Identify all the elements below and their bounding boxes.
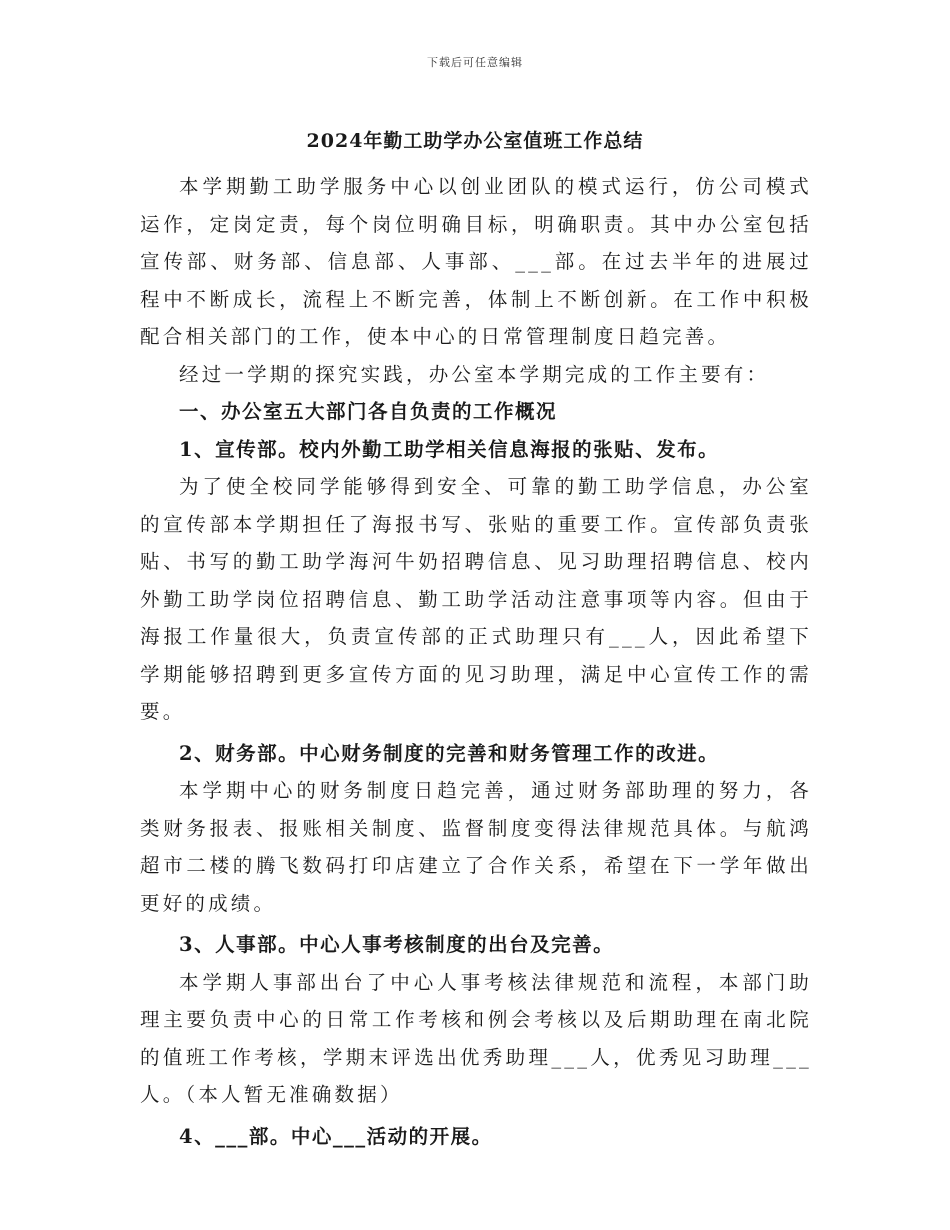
header-note: 下载后可任意编辑 [427,56,523,69]
document-body [140,168,812,1155]
subsection-heading-publicity: 1、宣传部。校内外勤工助学相关信息海报的张贴、发布。 [179,437,720,461]
subsection-heading-finance: 2、财务部。中心财务制度的完善和财务管理工作的改进。 [179,741,720,765]
paragraph-intro: 本学期勤工助学服务中心以创业团队的模式运行，仿公司模式运作，定岗定责，每个岗位明确目标，明确职责。其中办公室包括宣传部、财务部、信息部、人事部、___部。在过去半年的进展过程中不断成长，流程上不断完善，体制上不断创新。在工作中积极配合相关部门的工作，使本中心的日常管理制度日趋完善。 [140,175,812,348]
subsection-heading-hr: 3、人事部。中心人事考核制度的出台及完善。 [179,933,615,956]
paragraph-hr: 本学期人事部出台了中心人事考核法律规范和流程，本部门助理主要负责中心的日常工作考核和例会考核以及后期助理在南北院的值班工作考核，学期末评选出优秀助理___人，优秀见习助理___人。（本人暂无准确数据） [140,970,812,1106]
paragraph-finance: 本学期中心的财务制度日趋完善，通过财务部助理的努力，各类财务报表、报账相关制度、监督制度变得法律规范具体。与航鸿超市二楼的腾飞数码打印店建立了合作关系，希望在下一学年做出更好的成绩。 [140,779,812,915]
subsection-heading-4: 4、___部。中心___活动的开展。 [179,1124,493,1148]
document-title: 2024年勤工助学办公室值班工作总结 [306,130,644,152]
paragraph-publicity: 为了使全校同学能够得到安全、可靠的勤工助学信息，办公室的宣传部本学期担任了海报书写、张贴的重要工作。宣传部负责张贴、书写的勤工助学海河牛奶招聘信息、见习助理招聘信息、校内外勤工助学岗位招聘信息、勤工助学活动注意事项等内容。但由于海报工作量很大，负责宣传部的正式助理只有___人，因此希望下学期能够招聘到更多宣传方面的见习助理，满足中心宣传工作的需要。 [140,475,812,723]
section-heading-1: 一、办公室五大部门各自负责的工作概况 [179,400,558,423]
paragraph-summary-lead: 经过一学期的探究实践，办公室本学期完成的工作主要有： [179,362,770,386]
